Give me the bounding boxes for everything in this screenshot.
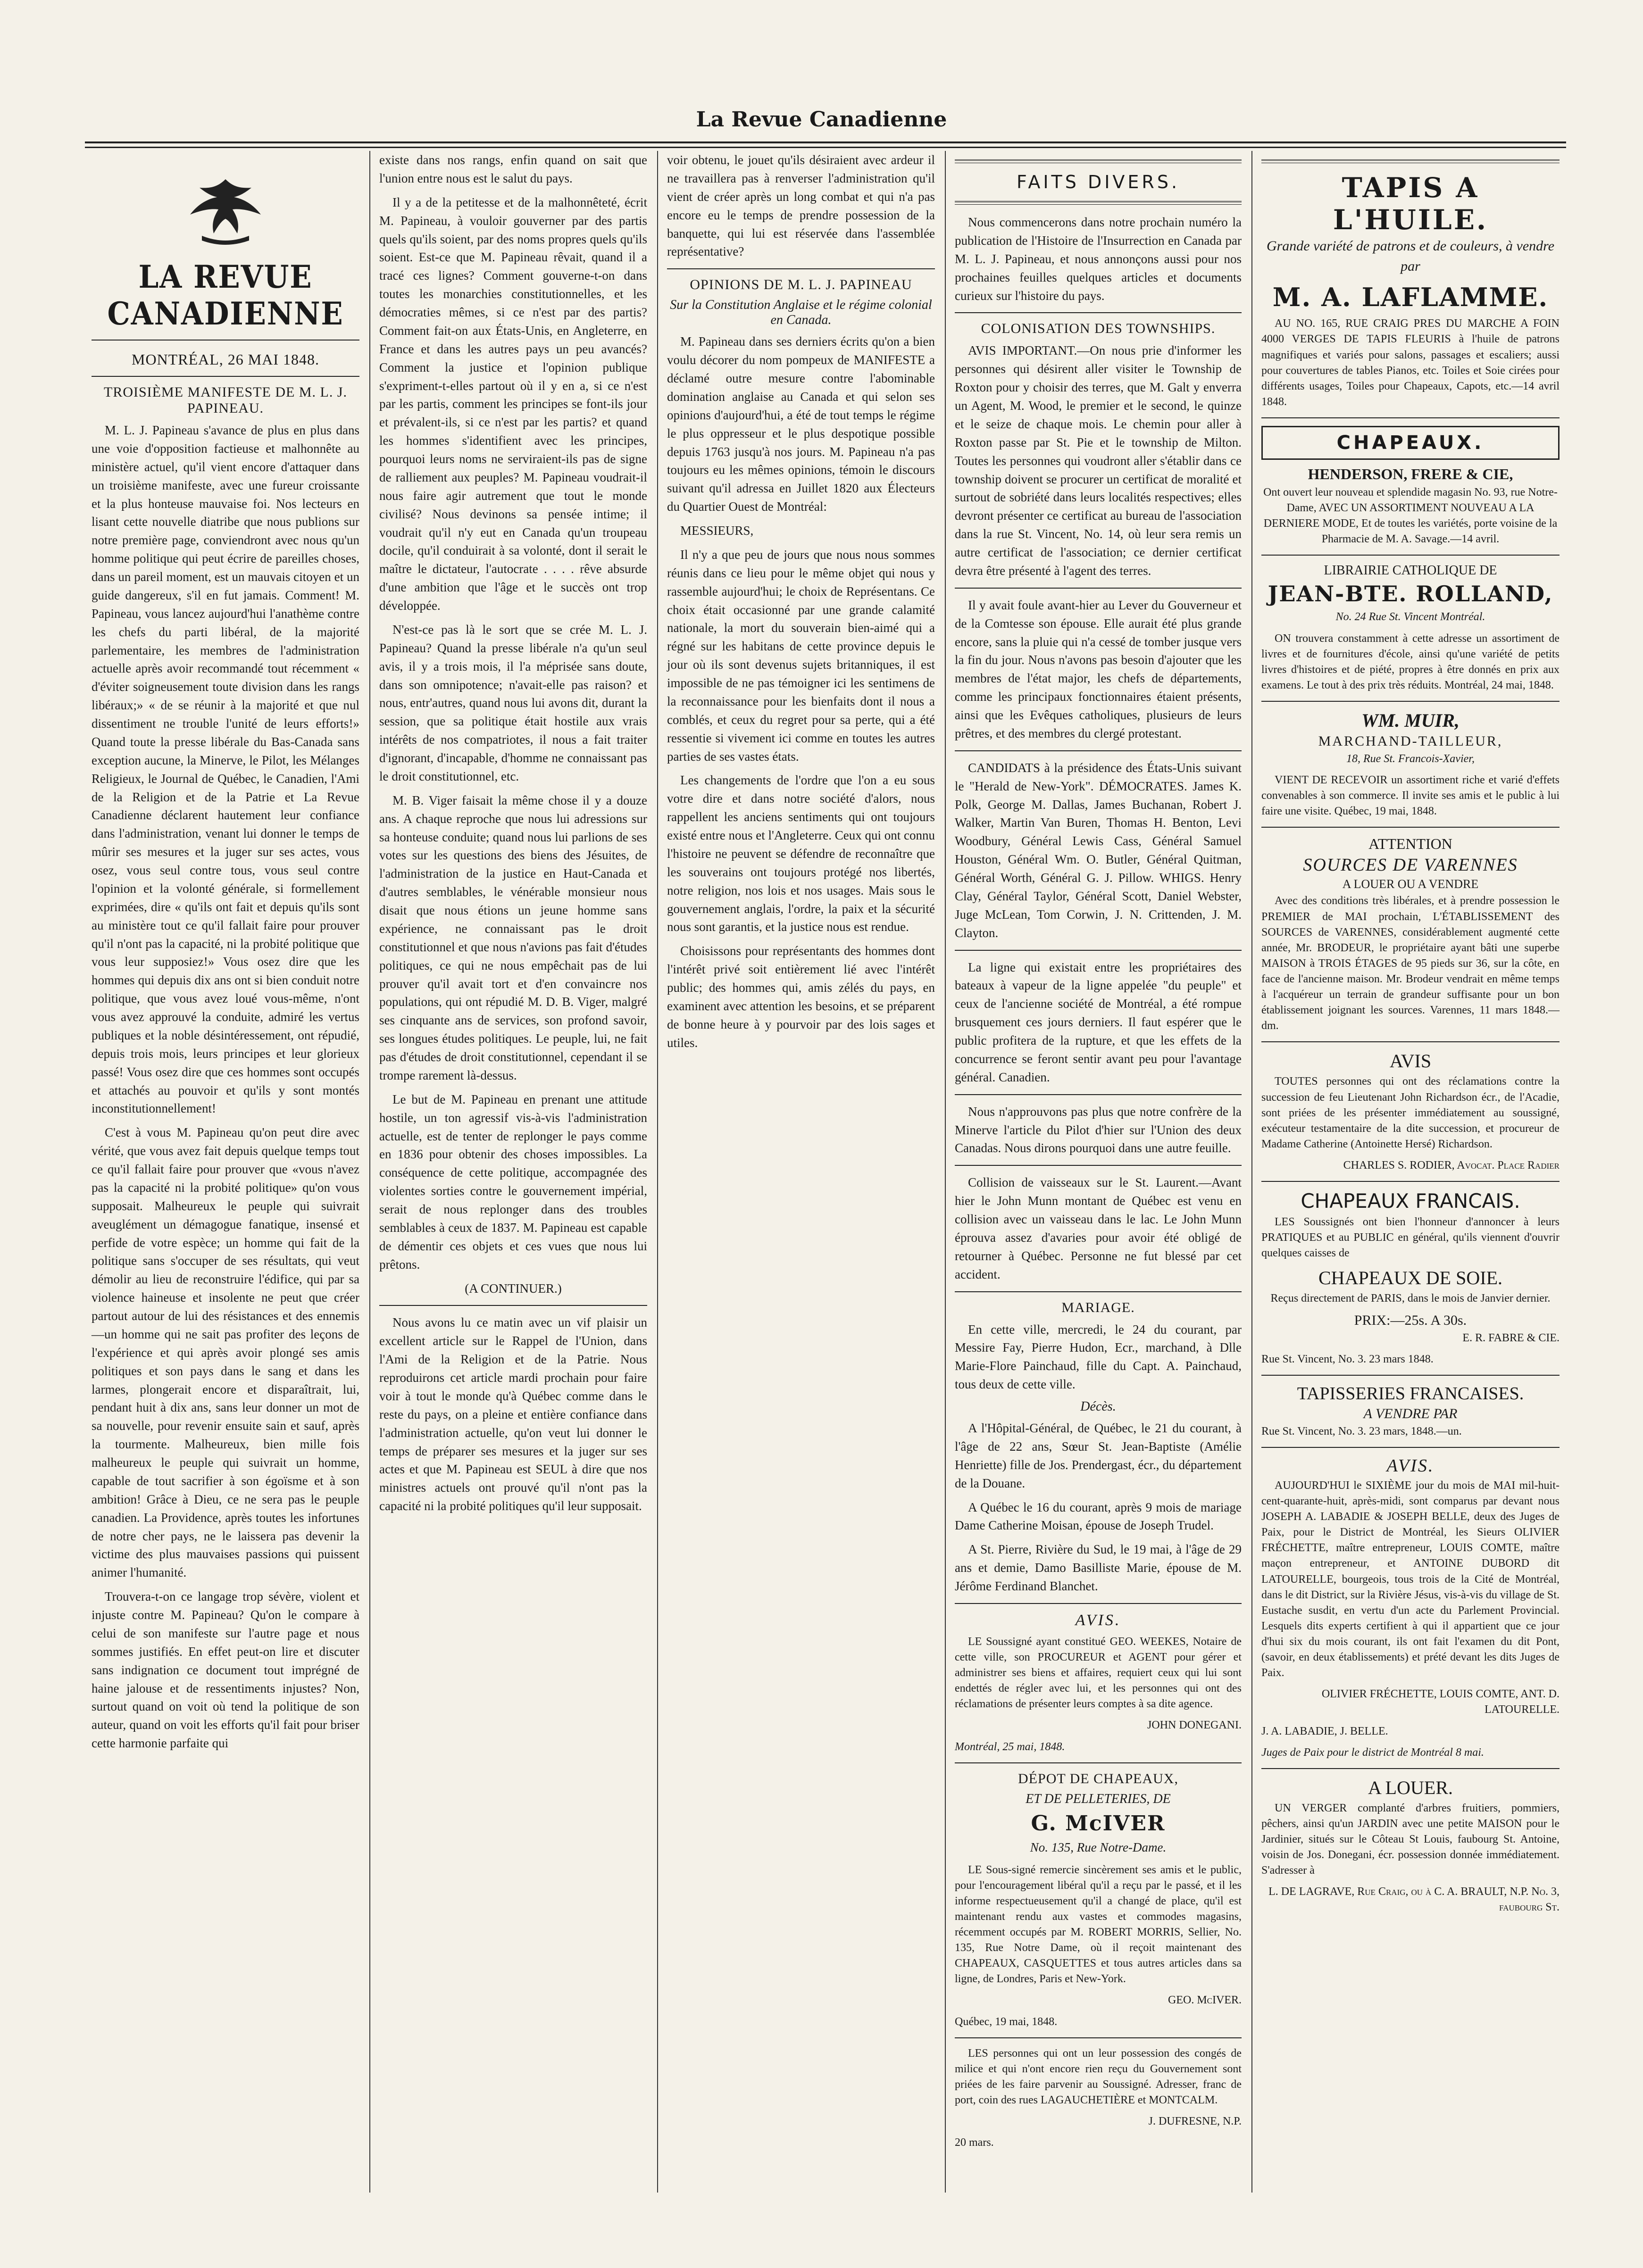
salutation: MESSIEURS, [680,523,754,538]
column-1 [85,151,366,2193]
column-divider [1251,151,1252,2193]
ad-address: 18, Rue St. Francois-Xavier, [1346,753,1475,765]
rule [955,750,1242,751]
column-5 [1255,151,1566,2193]
article-heading: OPINIONS DE M. L. J. PAPINEAU [690,277,912,293]
rule [955,1165,1242,1166]
date: 20 mars. [955,2136,994,2149]
rule [1261,1447,1560,1448]
paragraph: UN VERGER complanté d'arbres fruitiers, pommiers, pêchers, ainsi qu'un JARDIN avec une petite MAISON pour le Jardinier, situés sur le Côteau St Louis, faubourg St. Antoine, voisin de Jos. Donegani, écr. possession donnée immédiatement. S'adresser à [1261,1802,1560,1877]
section-heading: MARIAGE. [1061,1299,1135,1315]
signature: OLIVIER FRÉCHETTE, LOUIS COMTE, ANT. D. LATOURELLE. [1321,1688,1560,1716]
ad-subtitle: Grande variété de patrons et de couleurs, à vendre par [1266,238,1555,274]
signature: JOHN DONEGANI. [1147,1719,1242,1732]
paragraph: Nous commencerons dans notre prochain numéro la publication de l'Histoire de l'Insurrection en Canada par M. L. J. Papineau, et nous annonçons aussi pour nos prochaines feuilles quelques articles et documents curieux sur l'histoire du pays. [955,215,1242,303]
ad-title: CHAPEAUX DE SOIE. [1318,1267,1502,1289]
ad-address: No. 24 Rue St. Vincent Montréal. [1335,611,1485,623]
paragraph: Il y avait foule avant-hier au Lever du Gouverneur et de la Comtesse son épouse. Elle aurait été plus grande encore, sans la pluie qui n'a cessé de tomber jusque vers la fin du jour. Nous n'avons pas besoin d'ajouter que les membres de l'état major, les chefs de départements, comme les principaux fonctionnaires étaient présents, ainsi que les Evêques catholiques, plusieurs de leurs prêtres, et des membres du clergé protestant. [955,598,1242,740]
signature: GEO. McIVER. [1168,1994,1242,2007]
paragraph: A Québec le 16 du courant, après 9 mois de mariage Dame Catherine Moisan, épouse de Joseph Trudel. [955,1500,1242,1533]
paragraph: Reçus directement de PARIS, dans le mois de Janvier dernier. [1270,1292,1551,1305]
paragraph: VIENT DE RECEVOIR un assortiment riche et varié d'effets convenables à son commerce. Il invite ses amis et le public à lui faire une visite. Québec, 19 mai, 1848. [1261,774,1560,818]
rule [1261,417,1560,418]
rule [1261,1041,1560,1042]
rule [955,1762,1242,1763]
ad-name: M. A. LAFLAMME. [1272,282,1549,313]
paragraph: N'est-ce pas là le sort que se crée M. L. J. Papineau? Quand la presse libérale n'a qu'un seul avis, il y a trois mois, il l'a méprisée sans doute, dans son omnipotence; n'avait-elle pas raison? et nous, entr'autres, quand nous lui avons dit, durant la session, que sa politique était hostile aux vrais intérêts de nos compatriotes, il nous a fait traiter d'ignorant, d'incapable, d'homme ne connaissant pas le droit constitutionnel, etc. [379,622,647,783]
paragraph: LE Sous-signé remercie sincèrement ses amis et le public, pour l'encouragement libéral qu'il a reçu par le passé, et il les informe respectueusement qu'il a changé de place, qu'il est maintenant rendu aux vastes et commodes magasins, récemment occupés par M. ROBERT MORRIS, Sellier, No. 135, Rue Notre Dame, où il reçoit maintenant des CHAPEAUX, CASQUETTES et tous autres articles dans sa ligne, de Londres, Paris et New-York. [955,1863,1242,1986]
ad-subheading: A LOUER OU A VENDRE [1342,877,1479,891]
ad-title: SOURCES DE VARENNES [1303,855,1518,875]
paragraph: La ligne qui existait entre les propriétaires des bateaux à vapeur de la ligne appelée "du peuple" et ceux de l'ancienne société de Montréal, a été rompue brusquement ces jours derniers. Il faut espérer que le public profitera de la rupture, et que les effets de la concurrence se feront sentir avant peu pour l'avantage général. Canadien. [955,960,1242,1084]
paragraph: Les changements de l'ordre que l'on a eu sous votre dire et dans notre société d'alors, nous rappellent les anciens sentiments qui ont toujours existé entre nous et l'Angleterre. Ceux qui ont connu l'histoire ne peuvent se défendre de reconnaître que les souverains ont toujours protégé nos libertés, notre religion, nos lois et nos usages. Mais sous le gouvernement anglais, l'ordre, la paix et la sécurité nous sont garantis, et la justice nous est rendue. [667,773,935,934]
paragraph: voir obtenu, le jouet qu'ils désiraient avec ardeur il ne travaillera pas à renverser l'administration qu'il vient de créer après un long combat et qui n'a pas encore eu le temps de prendre possession de la banquette, qui lui est réservée dans l'assemblée représentative? [667,153,935,259]
paragraph: AU NO. 165, RUE CRAIG PRES DU MARCHE A FOIN 4000 VERGES DE TAPIS FLEURIS à l'huile de patrons magnifiques et variés pour salons, passages et escaliers; aussi pour couvertures de tables Pianos, etc. Toiles et Soie cirées pour différents usages, Toiles pour Chapeaux, Capots, etc.—14 avril 1848. [1261,317,1560,408]
column-divider [369,151,370,2193]
ad-address: Rue St. Vincent, No. 3. 23 mars 1848. [1261,1353,1434,1365]
date: Québec, 19 mai, 1848. [955,2015,1058,2028]
rule [1261,827,1560,828]
paragraph: Il y a de la petitesse et de la malhonnêteté, écrit M. Papineau, à vouloir gouverner par des partis quels qu'ils soient, par des noms propres quels qu'ils soient. Est-ce que M. Papineau rêvait, quand il a tracé ces lignes? Comment gouverne-t-on dans toutes les monarchies constitutionnelles, et les démocraties mêmes, si ce n'est par des partis? Comment fait-on aux États-Unis, en Angleterre, en France et dans les autres pays un peu avancés? Comment la justice et l'opinion publique s'expriment-t-elles partout où il y en a, si ce n'est par les partis, comment les principes se font-ils jour et prévalent-ils, si ce n'est par les partis? et quand les hommes s'identifient avec les principes, pourquoi leurs noms ne serviraient-ils pas de signe de ralliement aux peuples? M. Papineau voudrait-il nous faire agir autrement que tout le monde civilisé? Nous devinons sa pensée intime; il voudrait qu'il n'y eut en Canada qu'un troupeau docile, qu'il conduirait à sa volonté, dont il serait le maître le dictateur, l'autocrate . . . . rêve absurde d'une ambition que l'âge et le succès ont trop développée. [379,195,647,613]
eagle-emblem-icon [174,170,277,250]
rule [379,1305,647,1306]
paragraph: LES Soussignés ont bien l'honneur d'annoncer à leurs PRATIQUES et au PUBLIC en général, qu'ils viennent d'ouvrir quelques caisses de [1261,1216,1560,1260]
paragraph: Avec des conditions très libérales, et à prendre possession le PREMIER de MAI prochain, L'ÉTABLISSEMENT des SOURCES de VARENNES, considérablement augmenté cette année, Mr. BRODEUR, le propriétaire ayant bâti une superbe MAISON à TROIS ÉTAGES de 95 pieds sur 36, sur la côte, en face de l'ancienne maison. Mr. Brodeur vendrait en même temps à l'acquéreur un terrain de grandeur suffisante pour un bon établissement joignant les sources. Varennes, 11 mars 1848.—dm. [1261,895,1560,1032]
paragraph: M. L. J. Papineau s'avance de plus en plus dans une voie d'opposition factieuse et malhonnête au ministère actuel, qu'il vient encore d'attaquer dans un troisième manifeste, avec une fureur croissante et la plus honteuse mauvaise foi. Nos lecteurs en lisant cette nouvelle diatribe que nous publions sur notre première page, conviendront avec nous qu'un homme politique qui peut écrire de pareilles choses, dans un pareil moment, est un mauvais citoyen et un guide dangereux, s'il en fut jamais. Comment! M. Papineau, vous lancez aujourd'hui l'anathème contre les chefs du parti libéral, de la majorité parlementaire, les membres de l'administration actuelle après avoir recommandé tout récemment « d'éviter soigneusement toute division dans les rangs libéraux;» « de se réunir à la majorité et que nul dissentiment ne trouble l'unité de leurs efforts!» Quand toute la presse libérale du Bas-Canada sans exception aucune, la Minerve, le Pilot, les Mélanges Religieux, le Journal de Québec, le Canadien, l'Ami de la Religion et de la Patrie et La Revue Canadienne déclarent hautement leur confiance dans l'administration, venant lui donner le temps de mûrir ses mesures et la juger sur ses actes, vous osez, vous seul contre tous, vous seul contre l'opinion et la volonté générale, si formellement exprimées, dire « qu'ils ont fait et depuis qu'ils sont au ministère tout ce qu'il fallait faire pour prouver qu'il n'ont pas la capacité, ni la probité politique que vous leur supposiez!» Vous osez dire que les hommes qui depuis dix ans ont si bien conduit notre politique, que vous avez loué vous-même, n'ont vous avez approuvé la conduite, admiré les vertus publiques et la noble désintéressement, ont répudié, depuis trois mois, leurs principes et leur glorieux passé! Vous osez dire que ces hommes sont occupés et attachés au pouvoir et qu'ils y sont montés inconstitutionnellement! [92,423,359,1116]
column-4 [948,151,1248,2193]
date: Montréal, 25 mai, 1848. [955,1740,1065,1753]
paragraph: existe dans nos rangs, enfin quand on sait que l'union entre nous est le salut du pays. [379,153,647,185]
dateline: MONTRÉAL, 26 MAI 1848. [132,351,319,368]
ad-title: CHAPEAUX FRANCAIS. [1301,1189,1520,1213]
paragraph: A St. Pierre, Rivière du Sud, le 19 mai, à l'âge de 29 ans et demie, Damo Basilliste Marie, épouse de M. Jérôme Ferdinand Blanchet. [955,1542,1242,1593]
paragraph: LE Soussigné ayant constitué GEO. WEEKES, Notaire de cette ville, son PROCUREUR et AGENT pour gérer et administrer ses biens et affaires, requiert ceux qui lui sont endettés de régler avec lui, et les personnes qui ont des réclamations de présenter leurs comptes à sa dite agence. [955,1635,1242,1711]
paragraph: AUJOURD'HUI le SIXIÈME jour du mois de MAI mil-huit-cent-quarante-huit, après-midi, sont comparus par devant nous JOSEPH A. LABADIE & JOSEPH BELLE, deux des Juges de Paix, pour le District de Montréal, les Sieurs OLIVIER FRÉCHETTE, maître entrepreneur, LOUIS COMTE, maître maçon entrepreneur, et ANTOINE DUBORD dit LATOURELLE, bourgeois, tous trois de la Cité de Montréal, dans le dit District, sur la Rivière Jésus, vis-à-vis du village de St. Eustache susdit, en vertu d'un acte du Parlement Provincial. Lesquels dits experts certifient à qui il appartient que ce jour d'hui six du mois courant, ils ont fait l'examen du dit Pont, (savoir, en deux établissements) et prété devant les dits Juges de Paix. [1261,1479,1560,1679]
section-heading: AVIS. [1075,1611,1121,1629]
article-heading: TROISIÈME MANIFESTE DE M. L. J. PAPINEAU. [104,384,347,416]
rule [955,159,1242,163]
ad-title: CHAPEAUX. [1261,426,1560,460]
paragraph: M. Papineau dans ses derniers écrits qu'on a bien voulu décorer du nom pompeux de MANIFESTE a déclamé outre mesure contre l'abominable domination anglaise au Canada et qui selon ses opinions d'aujourd'hui, a été de tout temps le régime le plus oppresseur et le plus despotique possible depuis 1763 jusqu'à nos jours. M. Papineau n'a pas toujours eu les mêmes opinions, témoin le discours suivant qu'il adressa en Juillet 1820 aux Électeurs du Quartier Ouest de Montréal: [667,334,935,514]
rule [1261,555,1560,556]
column-divider [657,151,658,2193]
rule [955,2037,1242,2038]
ad-heading: DÉPOT DE CHAPEAUX, [1018,1770,1178,1786]
paragraph: Le but de M. Papineau en prenant une attitude hostile, un ton agressif vis-à-vis l'administration actuelle, est de tenter de replonger le pays comme en 1836 pour obtenir des choses impossibles. La conséquence de cette politique, accompagnée des violentes sorties contre le gouvernement impérial, serait de nous replonger dans des troubles semblables à ceux de 1837. M. Papineau est capable de démentir ces objets et ces vues que nous lui prêtons. [379,1092,647,1271]
rule [1261,1181,1560,1182]
ad-address: No. 135, Rue Notre-Dame. [1030,1840,1167,1854]
signature: L. DE LAGRAVE, Rue Craig, ou à C. A. BRAULT, N.P. No. 3, faubourg St. [1268,1886,1560,1914]
ad-name: JEAN-BTE. ROLLAND, [1268,581,1553,607]
ad-title: TAPISSERIES FRANCAISES. [1297,1383,1524,1404]
paper-title: LA REVUE CANADIENNE [107,258,344,332]
rule [955,950,1242,951]
paragraph: Trouvera-t-on ce langage trop sévère, violent et injuste contre M. Papineau? Qu'on le compare à celui de son manifeste sur l'autre page et nous sommes justifiés. En effet peut-on lire et discuter sans indignation ce document tout imprégné de haine jalouse et de ressentiments injustes? Non, surtout quand on voit où tend la politique de son auteur, quand on voit les efforts qu'il fait pour briser cette harmonie parfaite qui [92,1589,359,1751]
paragraph: Choisissons pour représentants des hommes dont l'intérêt privé soit entièrement lié avec l'intérêt public; des hommes qui, amis zélés du pays, en examinent avec attention les besoins, et se préparent de bonne heure à y pourvoir par des lois sages et utiles. [667,944,935,1050]
paragraph: Il n'y a que peu de jours que nous nous sommes réunis dans ce lieu pour le même objet qui nous y rassemble aujourd'hui; le choix de Représentans. Ce choix était occasionné par une grande calamité nationale, la mort du souverain bien-aimé qui a régné sur les habitans de cette province depuis le jour où ils sont devenus sujets britanniques, il est impossible de ne pas témoigner ici les sentimens de la reconnaissance pour les bienfaits dont il nous a comblés, et ceux du regret pour sa perte, qui a été ressentie si vivement ici comme en toutes les autres parties de ses vastes états. [667,547,935,764]
top-rule [85,141,1566,148]
ad-address: Rue St. Vincent, No. 3. 23 mars, 1848.—un. [1261,1425,1462,1437]
rule [1261,1375,1560,1376]
rule [92,340,359,341]
paragraph: AVIS IMPORTANT.—On nous prie d'informer les personnes qui désirent aller visiter le Township de Roxton pour y choisir des terres, que M. Galt y enverra un Agent, M. Wood, le premier et le second, le quinze et le seize de chaque mois. Le chemin pour aller à Roxton passe par St. Pie et le township de Milton. Toutes les personnes qui voudront aller s'établir dans ce township doivent se procurer un certificat de moralité et surtout de sobriété dans leurs localités respectives; elles devront présenter ce certificat au bureau de l'association dans la rue St. Vincent, No. 14, où leur sera remis un autre certificat de l'association; ce dernier certificat devra être présenté à l'agent des terres. [955,343,1242,578]
ad-subheading: ET DE PELLETERIES, DE [1026,1791,1171,1806]
paragraph: Nous avons lu ce matin avec un vif plaisir un excellent article sur le Rappel de l'Union, dans l'Ami de la Religion et de la Patrie. Nous reproduirons cet article mardi prochain pour faire voir à tout le monde qu'à Québec comme dans le reste du pays, on a pleine et entière confiance dans l'administration actuelle, qu'on veut lui donner le temps de préparer ses mesures et la juger sur ses actes et que M. Papineau est SEUL à dire que nos ministres actuels ont prouvé qu'il n'ont pas la capacité ni la probité politiques qu'il leur supposait. [379,1315,647,1513]
ad-title: AVIS. [1386,1455,1434,1476]
paragraph: ON trouvera constamment à cette adresse un assortiment de livres et de fournitures d'école, ainsi qu'une variété de petits livres d'histoires et de piété, propres à être donnés en prix aux examens. Le tout à des prix très réduits. Montréal, 24 mai, 1848. [1261,632,1560,691]
ad-title: TAPIS A L'HUILE. [1333,172,1488,236]
rule [955,1291,1242,1292]
ad-heading: LIBRAIRIE CATHOLIQUE DE [1324,563,1497,578]
signature: E. R. FABRE & CIE. [1462,1331,1560,1344]
paragraph: A l'Hôpital-Général, de Québec, le 21 du courant, à l'âge de 22 ans, Sœur St. Jean-Baptiste (Amélie Henriette) fille de Jos. Prendergast, écr., du département de la Douane. [955,1421,1242,1490]
ad-subheading: A VENDRE PAR [1363,1405,1458,1421]
section-heading: FAITS DIVERS. [1016,172,1180,192]
paragraph: M. B. Viger faisait la même chose il y a douze ans. A chaque reproche que nous lui adressions sur sa honteuse conduite; quand nous lui parlions de ses votes sur les questions des biens des Jésuites, de l'administration de la justice en Haut-Canada et d'autres semblables, le vénérable monsieur nous disait que nous étions un jeune homme sans expérience, ne connaissant pas le droit constitutionnel et que nous n'avions pas fait d'études politiques, ce qui ne nous empêchait pas de lui prouver qu'il avait tort et d'en convaincre nos populations, qui ont répudié M. D. B. Viger, malgré ses cinquante ans de services, son profond savoir, ses longues études politiques. Le peuple, lui, ne fait pas d'études de droit constitutionnel, cependant il se trompe rarement là-dessus. [379,793,647,1082]
rule [92,376,359,377]
paragraph: CANDIDATS à la présidence des États-Unis suivant le "Herald de New-York". DÉMOCRATES. James K. Polk, George M. Dallas, James Buchanan, Robert J. Walker, Martin Van Buren, Thomas H. Benton, Levi Woodbury, Général Lewis Cass, Général Samuel Houston, Général Wm. O. Butler, Général Quitman, Général Worth, Général G. J. Pillow. WHIGS. Henry Clay, Général Taylor, Général Scott, Daniel Webster, Juge McLean, Tom Corwin, J. N. Crittenden, J. M. Clayton. [955,760,1242,940]
rule [955,588,1242,589]
ad-title: AVIS [1389,1050,1432,1072]
rule [667,268,935,269]
signature: CHARLES S. RODIER, Avocat. Place Radier [1343,1159,1560,1171]
paragraph: En cette ville, mercredi, le 24 du courant, par Messire Fay, Pierre Hudon, Ecr., marchand, à Dlle Marie-Flore Painchaud, fille du Capt. A. Painchaud, tous deux de cette ville. [955,1322,1242,1392]
signature: J. A. LABADIE, J. BELLE. [1261,1725,1388,1737]
section-heading: COLONISATION DES TOWNSHIPS. [981,321,1216,337]
masthead [92,170,359,377]
ad-trade: MARCHAND-TAILLEUR, [1318,733,1503,749]
section-heading: Décès. [1080,1399,1116,1414]
note: Juges de Paix pour le district de Montréal 8 mai. [1261,1746,1484,1759]
ad-title: A LOUER. [1368,1777,1453,1798]
continuation-note: (A CONTINUER.) [465,1281,562,1296]
rule [1261,701,1560,702]
column-2 [373,151,654,2193]
ad-name: G. McIVER [1031,1811,1166,1836]
price: PRIX:—25s. A 30s. [1354,1312,1467,1328]
ad-heading: ATTENTION [1368,835,1452,853]
rule [955,1094,1242,1095]
paragraph: C'est à vous M. Papineau qu'on peut dire avec vérité, que vous avez fait depuis quelque temps tout ce qu'il fallait faire pour prouver que «vous n'avez pas la capacité ni la probité politique» qu'on vous supposait. Malheureux le peuple qui suivrait aveuglément un démagogue fanatique, insensé et perfide de votre espèce; un homme qui fait de la politique sans s'occuper de ses résultats, qui veut démolir au lieu de reconstruire l'édifice, qui par sa violence haineuse et insolente ne peut que créer partout autour de lui des résistances et des ennemis—un homme qui ne sait pas profiter des leçons de l'expérience et qui après avoir plongé ses amis politiques et son pays dans le sang et dans les larmes, plongerait encore et disparaîtrait, lui, pendant huit à dix ans, sans leur donner un mot de sa nouvelle, pour revenir ensuite sain et sauf, après la tourmente. Malheureux, bien mille fois malheureux le peuple qui suivrait un homme, capable de tout sacrifier à son égoïsme et à son ambition! Grâce à Dieu, ce ne sera pas le peuple canadien. La Providence, après toutes les infortunes de notre cher pays, ne le laissera pas devenir la victime des plus mauvaises passions qui puissent animer l'humanité. [92,1125,359,1580]
ad-name: WM. MUIR, [1361,710,1460,731]
paragraph: TOUTES personnes qui ont des réclamations contre la succession de feu Lieutenant John Richardson écr., de l'Acadie, sont priées de les présenter immédiatement au soussigné, exécuteur testamentaire de la dite succession, et procureur de Madame Catherine (Antoinette Hersé) Richardson. [1261,1075,1560,1150]
ad-name: HENDERSON, FRERE & CIE, [1308,465,1513,483]
rule [955,201,1242,205]
signature: J. DUFRESNE, N.P. [1148,2115,1242,2128]
article-subheading: Sur la Constitution Anglaise et le régime colonial en Canada. [670,298,932,328]
column-3 [660,151,942,2193]
rule [1261,1768,1560,1769]
paragraph: LES personnes qui ont un leur possession des congés de milice et qui n'ont encore rien reçu du Gouvernement sont priées de les faire parvenir au Soussigné. Adresser, franc de port, coin des rues LAGAUCHETIÈRE et MONTCALM. [955,2047,1242,2106]
rule [955,1603,1242,1604]
column-divider [945,151,946,2193]
paragraph: Nous n'approuvons pas plus que notre confrère de la Minerve l'article du Pilot d'hier sur l'Union des deux Canadas. Nous dirons pourquoi dans une autre feuille. [955,1104,1242,1155]
running-head: La Revue Canadienne [696,108,947,132]
rule [955,312,1242,313]
paragraph: Ont ouvert leur nouveau et splendide magasin No. 93, rue Notre-Dame, AVEC UN ASSORTIMENT NOUVEAU A LA DERNIERE MODE, Et de toutes les variétés, porte voisine de la Pharmacie de M. A. Savage.—14 avril. [1263,486,1558,546]
paragraph: Collision de vaisseaux sur le St. Laurent.—Avant hier le John Munn montant de Québec est venu en collision avec un vaisseau dans le lac. Le John Munn éprouva assez d'avaries pour avoir été obligé de retourner à Québec. Personne ne fut blessé par cet accident. [955,1175,1242,1281]
rule [1261,159,1560,163]
